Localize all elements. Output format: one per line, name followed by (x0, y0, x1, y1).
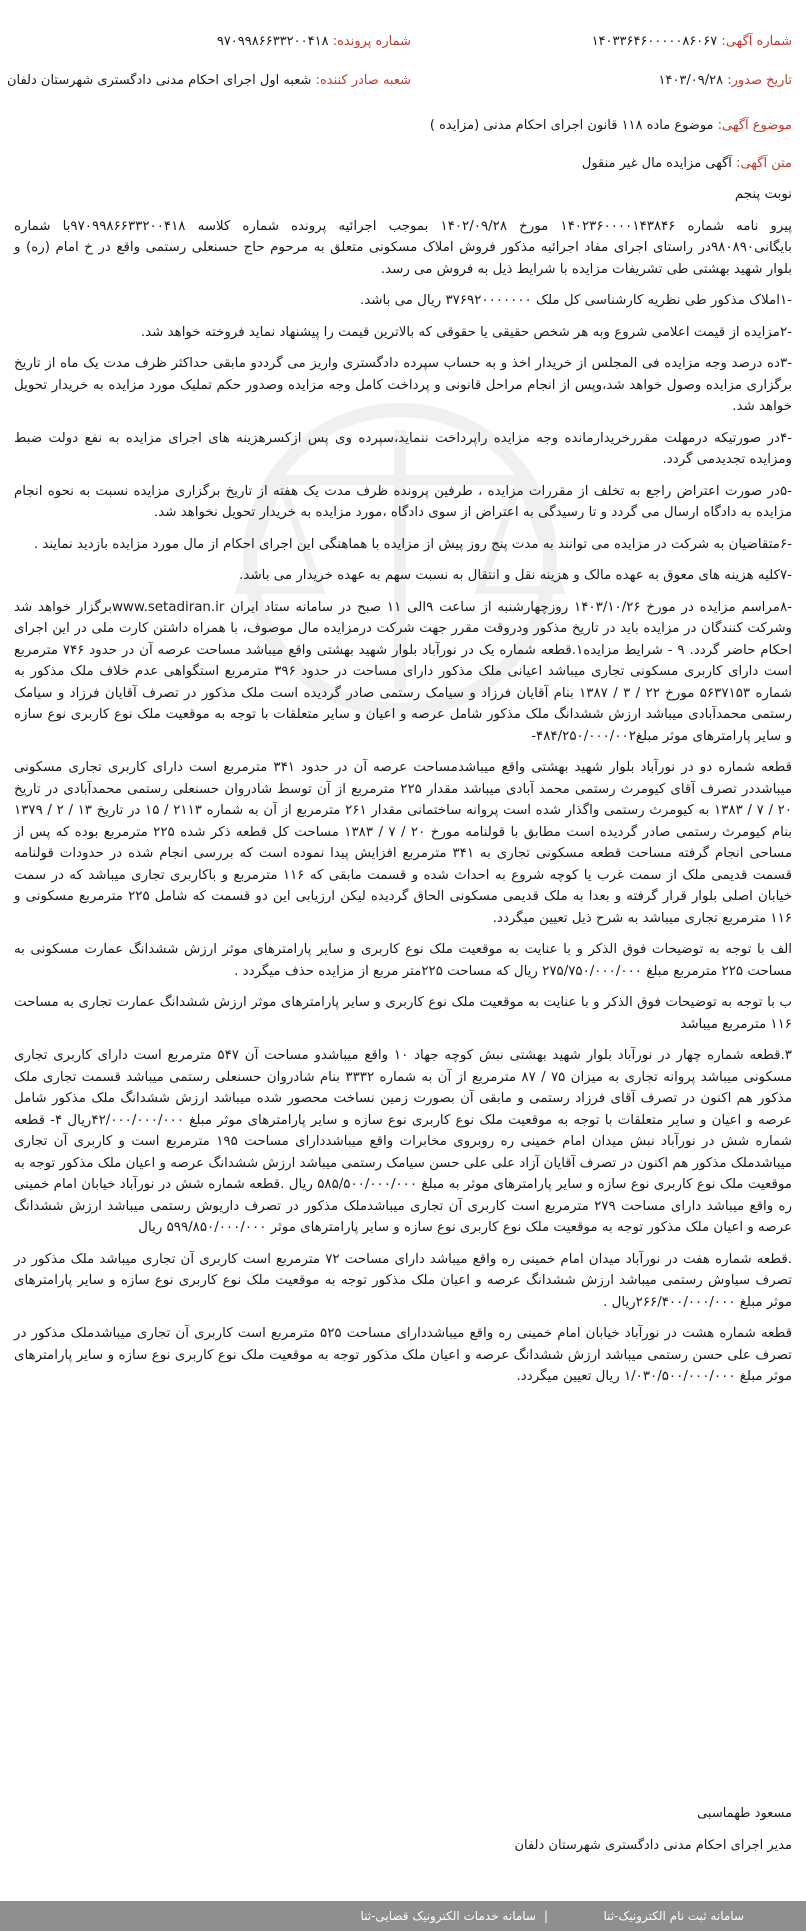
paragraph: .قطعه شماره هفت در نورآباد میدان امام خمینی ره واقع میباشد دارای مساحت ۷۲ مترمربع است کاربری آن تجاری میباشد ملک مذکور در تصرف سیاوش رستمی میباشد ارزش ششدانگ عرصه و اعیان ملک مذکور توجه به موقعیت ملک نوع کاربری نوع سازه و سایر پارامترهای موثر مبلغ ۲۶۶/۴۰۰/۰۰۰/۰۰۰ریال . (14, 1251, 793, 1310)
paragraph: -۲مزایده از قیمت اعلامی شروع وبه هر شخص حقیقی یا حقوقی که بالاترین قیمت را پیشنهاد نماید فروخته خواهد شد. (140, 324, 792, 340)
turn-label: نوبت پنجم (734, 187, 792, 202)
issuer-row (7, 72, 411, 90)
case-number: ۹۷۰۹۹۸۶۶۳۳۲۰۰۴۱۸ (216, 34, 329, 49)
paragraph: قطعه شماره دو در نورآباد بلوار شهید بهشتی واقع میباشدمساحت عرصه آن در حدود ۳۴۱ مترمربع است دارای کاربری تجاری مسکونی میباشددر تصرف آقای کیومرث رستمی محمد آبادی میباشد مقدار ۲۲۵ مترمربع از آن توسط شادروان حسنعلی رستمی محمدآبادی در تاریخ ۲۰ / ۷ / ۱۳۸۳ به کیومرث رستمی واگذار شده است پروانه ساختمانی مقدار ۲۶۱ مترمربع از آن به شماره ۲۱۱۳ / ۱۵ در تاریخ ۱۳ / ۲ / ۱۳۷۹ بنام کیومرث رستمی صادر گردیده است مطابق با قولنامه مورخ ۲۰ / ۷ / ۱۳۸۳ مساحت کل قطعه ذکر شده ۲۲۵ مترمربع بوده که پس از مساحی انجام گرفته مساحت قطعه مسکونی تجاری به ۳۴۱ مترمربع افزایش پیدا نموده است که بررسی انجام شده در حدودات قولنامه قسمت قدیمی ملک از سمت غرب یا کوچه شروع به احداث شده و قسمت مابقی که ۱۱۶ مترمربع و باکاربری تجاری میباشد که در سمت خیابان اصلی بلوار قرار گرفته و بعدا به ملک قدیمی مسکونی الحاق گردیده لیکن ارزیابی این دو قسمت که شامل ۲۲۵ مترمربع مسکونی و ۱۱۶ مترمربع تجاری میباشد به شرح ذیل تعیین میگردد. (14, 760, 793, 926)
subject-row (430, 117, 792, 135)
subject-label: موضوع آگهی: (717, 118, 792, 133)
subject: موضوع ماده ۱۱۸ قانون اجرای احکام مدنی (مزایده ) (429, 118, 714, 133)
body-label: متن آگهی: (736, 156, 792, 171)
paragraph: -۷کلیه هزینه های معوق به عهده مالک و هزینه نقل و انتقال به نسبت سهم به عهده خریدار می باشد. (239, 568, 792, 583)
paragraph: الف با توجه به توضیحات فوق الذکر و با عنایت به موقعیت ملک نوع کاربری و سایر پارامترهای موثر ارزش ششدانگ عمارت مسکونی به مساحت ۲۲۵ مترمربع مبلغ ۲۷۵/۷۵۰/۰۰۰/۰۰۰ ریال که مساحت ۲۲۵متر مربع از مزایده حذف میگردد . (14, 942, 792, 979)
case-number-label: شماره پرونده: (332, 34, 411, 49)
issue-date: ۱۴۰۳/۰۹/۲۸ (658, 73, 724, 88)
footer-bar (0, 1901, 806, 1931)
paragraph: -۵در صورت اعتراض راجع به تخلف از مقررات مزایده ، طرفین پرونده ظرف مدت یک هفته از تاریخ برگزاری مزایده نسبت به نحوه انجام مزایده به دادگاه ارسال می گردد و تا رسیدگی به اعتراض از سوی دادگاه ،مورد مزایده به خریدار تحویل نخواهد شد. (14, 483, 792, 520)
paragraph: -۶متقاضیان به شرکت در مزایده می توانند به مدت پنج روز پیش از مزایده با هماهنگی این اجرای احکام از مال مورد مزایده بازدید نمایند . (33, 536, 792, 552)
body-title-row (582, 155, 792, 173)
footer-link-sana-services[interactable]: سامانه خدمات الکترونیک قضایی-ثنا (360, 1909, 536, 1923)
signer-title: مدیر اجرای احکام مدنی دادگستری شهرستان دلفان (514, 1838, 792, 1853)
issuer: شعبه اول اجرای احکام مدنی دادگستری شهرستان دلفان (6, 73, 312, 88)
paragraph: پیرو نامه شماره ۱۴۰۲۳۶۰۰۰۰۱۴۳۸۴۶ مورخ ۱۴۰۲/۰۹/۲۸ بموجب اجرائیه پرونده شماره کلاسه ۹۷۰۹۹۸۶۶۳۳۲۰۰۴۱۸با شماره بایگانی۹۸۰۸۹۰در راستای اجرای مفاد اجرائیه مذکور فروش املاک مسکونی متعلق به مرحوم حاج حسنعلی رستمی واقع در خ امام (ره) و بلوار شهید بهشتی طی تشریفات مزایده با شرایط ذیل به فروش می رسد. (14, 218, 793, 277)
case-number-row (217, 33, 411, 51)
notice-number: ۱۴۰۳۳۶۴۶۰۰۰۰۰۸۶۰۶۷ (591, 34, 718, 49)
paragraph: -۸مراسم مزایده در مورخ ۱۴۰۳/۱۰/۲۶ روزچهارشنبه از ساعت ۹الی ۱۱ صبح در سامانه ستاد ایران www.setadiran.irبرگزار خواهد شد وشرکت کنندگان در مزایده باید در تاریخ مذکور ودروقت مقرر جهت شرکت درمزایده مال موصوف، با همراه داشتن کارت ملی در این اجرای احکام حاضر گردد. ۹ - شرایط مزایده۱.قطعه شماره یک در نورآباد بلوار شهید بهشتی واقع میباشد مساحت عرصه آن در حدود ۷۴۶ مترمربع است دارای کاربری مسکونی تجاری میباشد اعیانی ملک مذکور دارای مساحت در حدود ۳۹۶ مترمربع استگواهی عدم خلاف ملک مذکور به شماره ۵۶۳۷۱۵۳ مورخ ۲۲ / ۳ / ۱۳۸۷ بنام آقایان فرزاد و سیامک رستمی صادر گردیده است ملک مذکور در تصرف آقایان فرزاد و سیامک رستمی محمدآبادی میباشد ارزش ششدانگ ملک مذکور شامل عرصه و اعیان و سایر متعلقات با توجه به موقعیت ملک نوع کاربری نوع سازه و سایر پارامترهای موثر مبلغ۴۸۴/۲۵۰/۰۰۰/۰۰۲- (14, 599, 793, 744)
issue-date-row (658, 72, 792, 90)
notice-body (14, 184, 792, 1398)
issue-date-label: تاریخ صدور: (727, 73, 792, 88)
paragraph: -۴در صورتیکه درمهلت مقررخریدارمانده وجه مزایده راپرداخت ننماید،سپرده وی پس ازکسرهزینه های اجرای مزایده به نفع دولت ضبط ومزایده تجدیدمی گردد. (14, 430, 792, 467)
notice-number-row (592, 33, 792, 51)
signer-name: مسعود طهماسبی (697, 1806, 792, 1821)
paragraph: ب با توجه به توضیحات فوق الذکر و با عنایت به موقعیت ملک نوع کاربری و سایر پارامترهای موثر ارزش ششدانگ عمارت تجاری به مساحت ۱۱۶ مترمربع میباشد (14, 995, 792, 1032)
footer-separator: | (543, 1909, 548, 1923)
paragraph: -۳ده درصد وجه مزایده فی المجلس از خریدار اخذ و به حساب سپرده دادگستری واریز می گرددو مابقی حداکثر ظرف مدت یک ماه از تاریخ برگزاری مزایده وصول خواهد شد،وپس از انجام مراحل قانونی و پرداخت کامل وجه مزایده وصدور حکم تملیک مورد مزایده به خریدار تحویل خواهد شد. (14, 356, 792, 414)
paragraph: ۳.قطعه شماره چهار در نورآباد بلوار شهید بهشتی نبش کوچه جهاد ۱۰ واقع میباشدو مساحت آن ۵۴۷ مترمربع است دارای کاربری تجاری مسکونی میباشد پروانه تجاری به میزان ۷۵ / ۸۷ مترمربع از آن به شماره ۳۳۳۲ بنام شادروان حسنعلی رستمی میباشد قسمت تجاری ملک مذکور هم اکنون در تصرف آقای فرزاد رستمی و مابقی آن بصورت زمین نساخت محصور شده میباشد ارزش ششدانگ ملک مذکور شامل عرصه و اعیان و سایر متعلقات با توجه به موقعیت ملک نوع کاربری نوع سازه و سایر پارامترهای موثر مبلغ ۴۲/۰۰۰/۰۰۰/۰۰۰ریال ۴- قطعه شماره شش در نورآباد نبش میدان امام خمینی ره روبروی مخابرات واقع میباشددارای مساحت ۱۹۵ مترمربع است و کاربری آن تجاری میباشدملک مذکور هم اکنون در تصرف آقایان آزاد علی علی حسن سیامک رستمی میباشد ارزش ششدانگ عرصه و اعیان ملک مذکور توجه به موقعیت ملک نوع کاربری نوع سازه و سایر پارامترهای موثر به مبلغ ۵۸۵/۵۰۰/۰۰۰/۰۰۰ ریال .قطعه شماره شش در نورآباد خیابان امام خمینی ره واقع میباشد دارای مساحت ۲۷۹ مترمربع است کاربری آن تجاری میباشدملک مذکور در تصرف داریوش رستمی میباشد ارزش ششدانگ عرصه و اعیان ملک مذکور توجه به موقعیت ملک نوع کاربری نوع سازه و سایر پارامترهای موثر ۵۹۹/۸۵۰/۰۰۰/۰۰۰ ریال (14, 1048, 792, 1235)
paragraph: قطعه شماره هشت در نورآباد خیابان امام خمینی ره واقع میباشددارای مساحت ۵۲۵ مترمربع است کاربری آن تجاری میباشدملک مذکور در تصرف علی حسن رستمی میباشد ارزش ششدانگ عرصه و اعیان ملک مذکور توجه به موقعیت ملک نوع کاربری نوع سازه و سایر پارامترهای موثر مبلغ ۱/۰۳۰/۵۰۰/۰۰۰/۰۰۰ ریال تعیین میگردد. (14, 1326, 792, 1384)
notice-number-label: شماره آگهی: (721, 34, 792, 49)
body-title: آگهی مزایده مال غیر منقول (581, 156, 732, 171)
issuer-label: شعبه صادر کننده: (315, 73, 411, 88)
paragraph: -۱املاک مذکور طی نظریه کارشناسی کل ملک ۳۷۶۹۲۰۰۰۰۰۰۰ ریال می باشد. (360, 293, 792, 308)
footer-link-sana-registration[interactable]: سامانه ثبت نام الکترونیک-ثنا (603, 1909, 744, 1923)
